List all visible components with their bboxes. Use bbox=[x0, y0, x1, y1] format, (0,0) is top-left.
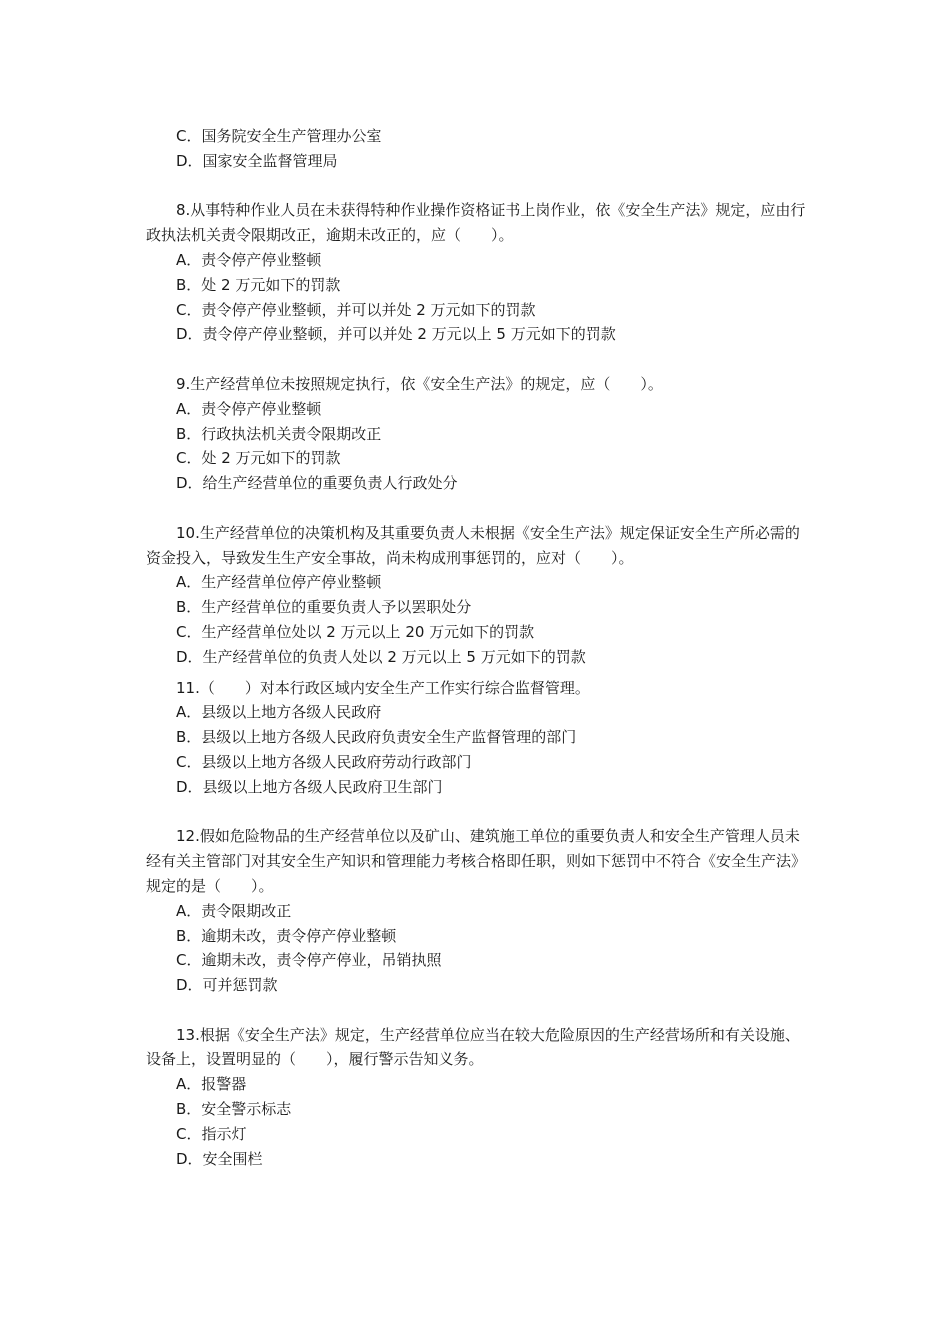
option-a: A．生产经营单位停产停业整顿 bbox=[176, 573, 382, 592]
question-9 bbox=[146, 372, 806, 496]
option-b: B．处 2 万元如下的罚款 bbox=[176, 275, 341, 294]
question-13 bbox=[146, 1023, 806, 1172]
option-b: B．行政执法机关责令限期改正 bbox=[176, 424, 382, 443]
document-body bbox=[146, 124, 806, 1171]
question-stem: 12.假如危险物品的生产经营单位以及矿山、建筑施工单位的重要负责人和安全生产管理人员未经有关主管部门对其安全生产知识和管理能力考核合格即任职，则如下惩罚中不符合《安全生产法》规定的是（ ）。 bbox=[146, 827, 807, 895]
question-7-tail bbox=[146, 124, 806, 174]
option-a: A．责令停产停业整顿 bbox=[176, 250, 322, 269]
question-stem: 9.生产经营单位未按照规定执行，依《安全生产法》的规定，应（ ）。 bbox=[176, 374, 663, 393]
option-a: A．责令限期改正 bbox=[176, 901, 292, 920]
option-c: C．指示灯 bbox=[176, 1124, 247, 1143]
option-c: C．县级以上地方各级人民政府劳动行政部门 bbox=[176, 752, 472, 771]
option-b: B．逾期未改，责令停产停业整顿 bbox=[176, 926, 397, 945]
question-8 bbox=[146, 198, 806, 347]
option-a: A．责令停产停业整顿 bbox=[176, 399, 322, 418]
question-stem: 11.（ ）对本行政区域内安全生产工作实行综合监督管理。 bbox=[176, 678, 590, 697]
question-12 bbox=[146, 824, 806, 998]
option-d: D．安全围栏 bbox=[176, 1149, 263, 1168]
option-c: C．逾期未改，责令停产停业，吊销执照 bbox=[176, 951, 442, 970]
option-d: D．给生产经营单位的重要负责人行政处分 bbox=[176, 474, 458, 493]
question-stem: 13.根据《安全生产法》规定，生产经营单位应当在较大危险原因的生产经营场所和有关设施、设备上，设置明显的（ ），履行警示告知义务。 bbox=[146, 1025, 800, 1069]
option-d: D．责令停产停业整顿，并可以并处 2 万元以上 5 万元如下的罚款 bbox=[176, 325, 616, 344]
question-11 bbox=[146, 676, 806, 800]
option-d: D．国家安全监督管理局 bbox=[176, 151, 338, 170]
question-stem: 8.从事特种作业人员在未获得特种作业操作资格证书上岗作业，依《安全生产法》规定，应由行政执法机关责令限期改正，逾期未改正的，应（ ）。 bbox=[146, 201, 806, 245]
option-d: D．生产经营单位的负责人处以 2 万元以上 5 万元如下的罚款 bbox=[176, 647, 586, 666]
option-b: B．生产经营单位的重要负责人予以罢职处分 bbox=[176, 598, 472, 617]
option-b: B．安全警示标志 bbox=[176, 1100, 292, 1119]
option-b: B．县级以上地方各级人民政府负责安全生产监督管理的部门 bbox=[176, 728, 577, 747]
question-10 bbox=[146, 521, 806, 670]
option-a: A．报警器 bbox=[176, 1075, 247, 1094]
option-c: C．生产经营单位处以 2 万元以上 20 万元如下的罚款 bbox=[176, 622, 535, 641]
option-d: D．可并惩罚款 bbox=[176, 976, 278, 995]
option-c: C．责令停产停业整顿，并可以并处 2 万元如下的罚款 bbox=[176, 300, 536, 319]
option-d: D．县级以上地方各级人民政府卫生部门 bbox=[176, 777, 443, 796]
question-stem: 10.生产经营单位的决策机构及其重要负责人未根据《安全生产法》规定保证安全生产所必需的资金投入，导致发生生产安全事故，尚未构成刑事惩罚的，应对（ ）。 bbox=[146, 523, 800, 567]
option-c: C．国务院安全生产管理办公室 bbox=[176, 127, 382, 145]
option-c: C．处 2 万元如下的罚款 bbox=[176, 449, 341, 468]
option-a: A．县级以上地方各级人民政府 bbox=[176, 703, 382, 722]
